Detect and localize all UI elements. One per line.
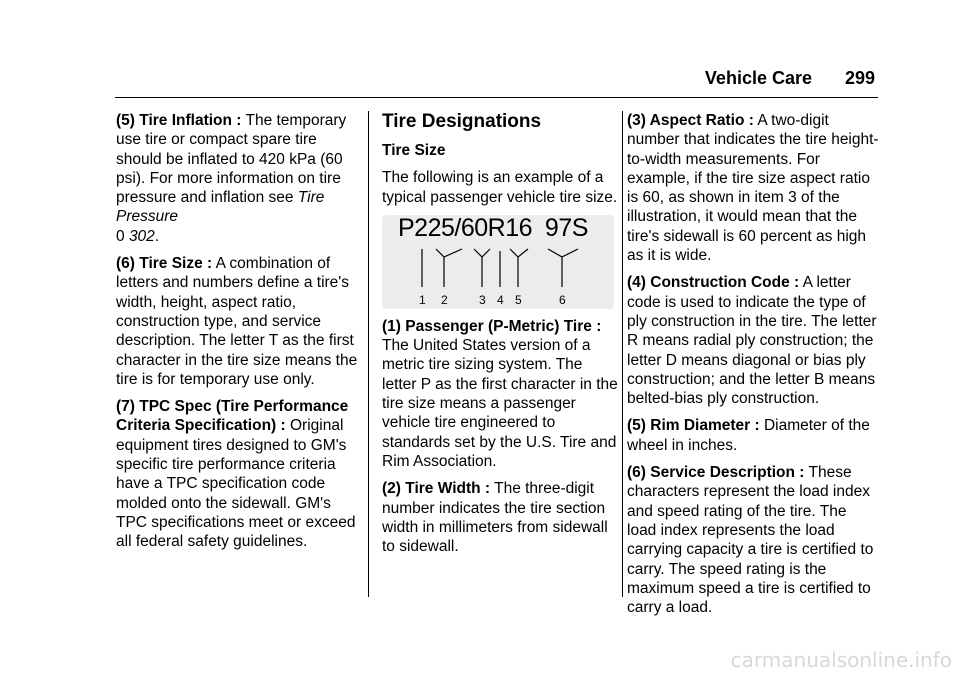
subsection-title: Tire Size	[382, 142, 446, 159]
text-construction-code: A letter code is used to indicate the type of ply construction in the tire. The letter R means radial ply construction; the letter D means diagonal or bias ply construction; and the letter B means belted-bias ply construction.	[627, 274, 877, 408]
text-tire-size: A combination of letters and numbers define a tire's width, height, aspect ratio, construction type, and service description. The letter T as the first character in the tire size means the tire is for temporary use only.	[116, 255, 358, 388]
intro-text: The following is an example of a typical passenger vehicle tire size.	[382, 169, 618, 206]
term-construction-code: (4) Construction Code :	[627, 274, 800, 292]
page-ref-302[interactable]: 302	[128, 227, 155, 245]
text-passenger-tire: The United States version of a metric tire sizing system. The letter P as the first character in the tire size means a passenger vehicle tire engineered to standards set by the U.S. Tire and Rim Association.	[382, 337, 618, 470]
term-tire-inflation: (5) Tire Inflation :	[116, 112, 242, 129]
tire-code-service: 97S	[544, 213, 588, 242]
term-tpc-spec: (7) TPC Spec (Tire Performance Criteria Specification) :	[116, 398, 349, 435]
column-2	[382, 111, 618, 564]
callout-6: 6	[559, 292, 566, 307]
text-tire-width: The three-digit number indicates the tire section width in millimeters from sidewall to sidewall.	[382, 480, 608, 556]
text-tpc-spec: Original equipment tires designed to GM's specific tire performance criteria have a TPC specification code molded onto the sidewall. GM's TPC specifications meet or exceed all federal safety guidelines.	[116, 417, 356, 551]
term-aspect-ratio: (3) Aspect Ratio :	[627, 112, 754, 129]
term-service-description: (6) Service Description :	[627, 464, 805, 482]
callout-4: 4	[497, 292, 504, 307]
callout-1: 1	[419, 292, 426, 307]
tire-size-illustration	[382, 215, 614, 309]
term-tire-size: (6) Tire Size :	[116, 255, 213, 273]
watermark-brand: carmanualsonline.info	[730, 648, 952, 672]
column-divider-2	[622, 111, 623, 597]
text-rim-diameter: Diameter of the wheel in inches.	[627, 417, 870, 454]
text-aspect-ratio: A two-digit number that indicates the tire height-to-width measurements. For example, if the tire size aspect ratio is 60, as shown in item 3 of the illustration, it would mean that the tire's sidewall is 60 percent as high as it is wide.	[627, 112, 879, 265]
callout-5: 5	[515, 292, 522, 307]
link-tire-pressure[interactable]: Tire Pressure	[116, 189, 325, 226]
paragraph-aspect-ratio	[627, 111, 879, 265]
tire-code-size: P225/60R16	[398, 213, 533, 242]
page-ref-icon: 0	[116, 227, 125, 245]
paragraph-service-description	[627, 463, 879, 617]
term-tire-width: (2) Tire Width :	[382, 480, 491, 498]
paragraph-tire-inflation	[116, 111, 361, 246]
term-passenger-tire: (1) Passenger (P-Metric) Tire :	[382, 317, 602, 335]
callout-2: 2	[441, 292, 448, 307]
period: .	[154, 227, 160, 245]
header-title: Vehicle Care	[704, 68, 812, 88]
text-service-description: These characters represent the load index and speed rating of the tire. The load index represents the load carrying capacity a tire is certified to carry. The speed rating is the maximum speed a tire is certified to carry a load.	[627, 464, 874, 617]
section-title: Tire Designations	[382, 111, 542, 132]
page-number: 299	[844, 68, 875, 88]
paragraph-tpc-spec	[116, 397, 361, 551]
header-rule	[115, 97, 878, 98]
column-divider-1	[368, 111, 369, 597]
term-rim-diameter: (5) Rim Diameter :	[627, 417, 760, 435]
page-header	[0, 0, 960, 110]
paragraph-tire-width	[382, 479, 618, 556]
column-1	[116, 111, 361, 560]
callout-3: 3	[479, 292, 486, 307]
paragraph-tire-size	[116, 254, 361, 389]
paragraph-rim-diameter	[627, 416, 879, 455]
text-tire-inflation: The temporary use tire or compact spare tire should be inflated to 420 kPa (60 psi). For more information on tire pressure and inflation see	[116, 112, 347, 207]
paragraph-construction-code	[627, 273, 879, 408]
column-3	[627, 111, 879, 625]
paragraph-passenger-tire	[382, 317, 618, 471]
